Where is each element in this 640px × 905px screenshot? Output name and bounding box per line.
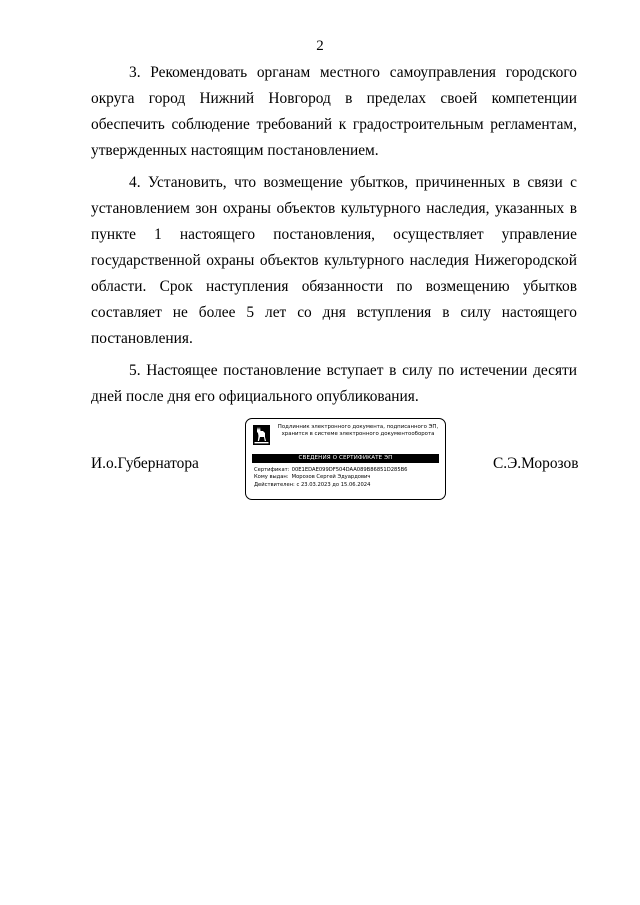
issued-to-label: Кому выдан: [254,474,289,481]
signatory-name: С.Э.Морозов [493,455,579,472]
electronic-signature-stamp [245,418,446,500]
validity-row [254,482,440,489]
certificate-label: Сертификат: [254,467,290,473]
issued-to-row [254,474,440,481]
document-body [91,60,577,416]
paragraph-3: 3. Рекомендовать органам местного самоуправления городского округа город Нижний Новгород в пределах своей компетенции обеспечить соблюдение требований к градостроительным регламентам, утвержденных настоящим постановлением. [91,64,577,159]
issued-to-value: Морозов Сергей Эдуардович [291,474,371,481]
validity-label: Действителен: [254,481,295,488]
paragraph-4: 4. Установить, что возмещение убытков, причиненных в связи с установлением зон охраны объектов культурного наследия, указанных в пункте 1 настоящего постановления, осуществляет управление государственной охраны объектов культурного наследия Нижегородской области. Срок наступления обязанности по возмещению убытков составляет не более 5 лет со дня вступления в силу настоящего постановления. [91,174,577,347]
stamp-header [274,424,442,438]
signatory-position: И.о.Губернатора [91,455,199,472]
certificate-value: 00E1EDAE099DF504DAA089B86851D285B6 [291,467,408,473]
stamp-details [254,467,440,489]
validity-value: с 23.03.2023 до 15.06.2024 [296,481,371,488]
page-number: 2 [316,38,324,54]
stamp-title-bar: СВЕДЕНИЯ О СЕРТИФИКАТЕ ЭП [252,454,439,463]
paragraph-5: 5. Настоящее постановление вступает в силу по истечении десяти дней после дня его официального опубликования. [91,362,577,405]
stamp-header-line-1: Подлинник электронного документа, подписанного ЭП, [277,424,439,430]
deer-emblem-icon [253,425,270,445]
stamp-header-line-2: хранится в системе электронного документооборота [281,431,435,437]
